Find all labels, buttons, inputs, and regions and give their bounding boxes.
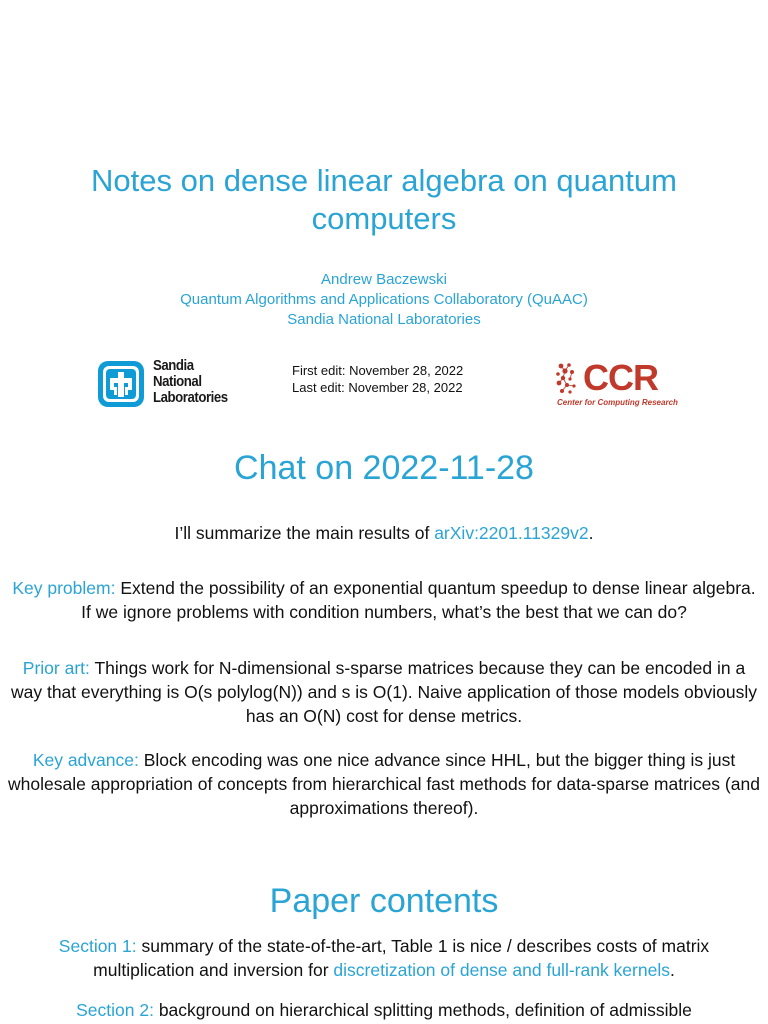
ccr-logo [553,357,678,411]
first-edit-date: First edit: November 28, 2022 [292,363,464,378]
edit-dates [292,362,463,396]
prior-art-paragraph: Prior art: Things work for N-dimensional s-sparse matrices because they can be encoded in a way that everything is O(s polylog(N)) and s is O(1). Naive application of those models obviously has an O(N) cost for dense metrics. [10,658,758,726]
author-block [40,270,728,330]
author-name: Andrew Baczewski [321,271,447,288]
prior-art-label: Prior art: [22,658,95,678]
ccr-subtitle: Center for Computing Research [557,398,678,407]
section1-paragraph: Section 1: summary of the state-of-the-art, Table 1 is nice / describes costs of matrix multiplication and inversion for discretization of dense and full-rank kernels. [58,936,710,980]
last-edit-date: Last edit: November 28, 2022 [292,380,463,395]
affiliation-lab: Sandia National Laboratories [287,311,481,328]
contents-heading: Paper contents [269,882,499,920]
ccr-wordmark: CCR [583,357,658,398]
section1-label: Section 1: [58,936,142,956]
section2-paragraph: Section 2: background on hierarchical splitting methods, definition of admissible [76,1000,692,1020]
sandia-thunderbird-icon [97,360,145,408]
affiliation-group: Quantum Algorithms and Applications Collaboratory (QuAAC) [180,291,588,308]
sandia-logo [97,358,237,412]
section2-label: Section 2: [76,1000,159,1020]
arxiv-link[interactable]: arXiv:2201.11329v2 [434,523,589,543]
intro-paragraph: I’ll summarize the main results of arXiv:2201.11329v2. [174,523,594,543]
key-advance-paragraph: Key advance: Block encoding was one nice advance since HHL, but the bigger thing is just wholesale appropriation of concepts from hierarchical fast methods for data-sparse matrices (and approximations thereof). [8,750,760,818]
key-advance-label: Key advance: [32,750,144,770]
key-problem-label: Key problem: [12,578,121,598]
ccr-molecule-icon [555,361,585,397]
sandia-wordmark: Sandia National Laboratories [153,357,228,406]
chat-heading: Chat on 2022-11-28 [234,449,534,487]
document-title: Notes on dense linear algebra on quantum computers [91,163,677,236]
kernels-link[interactable]: discretization of dense and full-rank kernels [333,960,670,980]
key-problem-paragraph: Key problem: Extend the possibility of an exponential quantum speedup to dense linear algebra. If we ignore problems with condition numbers, what’s the best that we can do? [12,578,756,622]
